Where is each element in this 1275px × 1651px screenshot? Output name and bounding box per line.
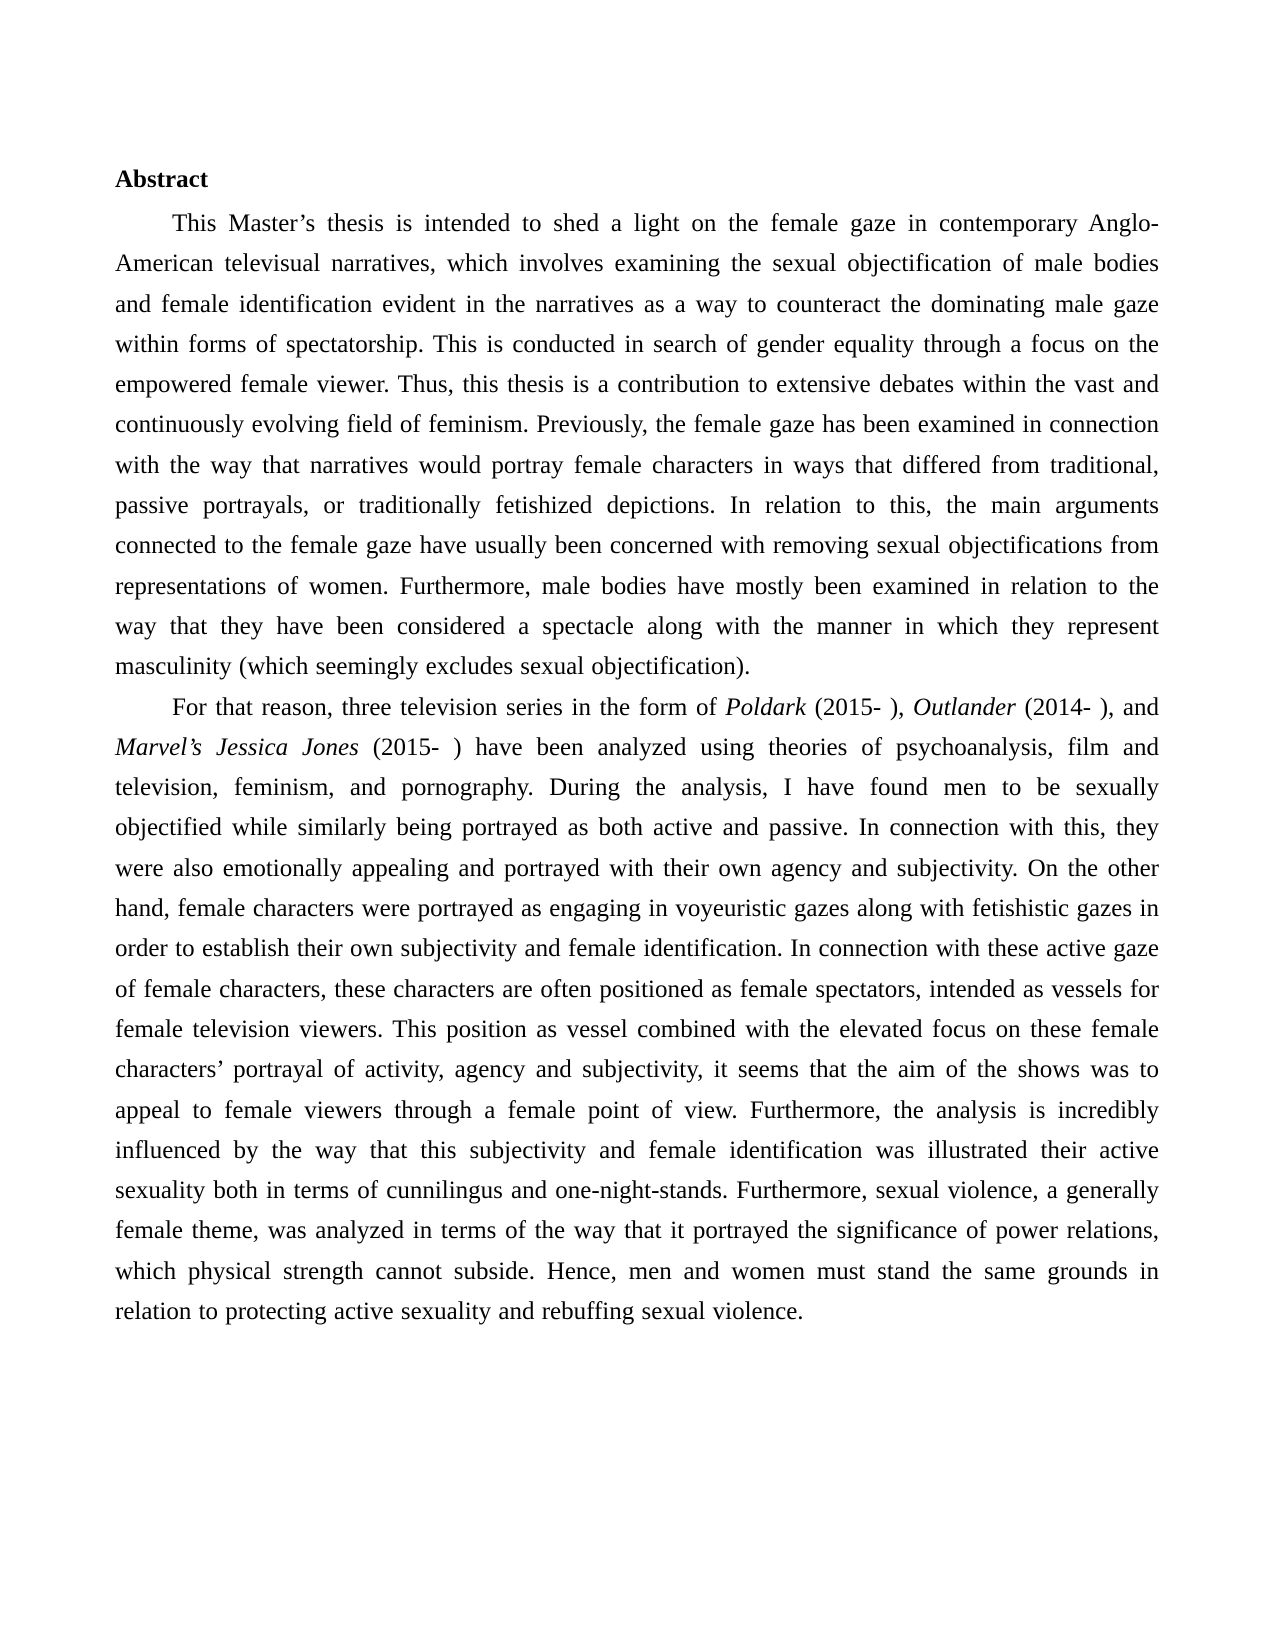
paragraph (115, 688, 1159, 1333)
abstract-section (115, 160, 1159, 1332)
paragraph-text: For that reason, three television series in the form of (172, 693, 726, 721)
paragraph (115, 204, 1159, 688)
paragraph-text: (2015- ) have been analyzed using theories of psychoanalysis, film and television, feminism, and pornography. During the analysis, I have found men to be sexually objectified while similarly being portrayed as both active and passive. In connection with this, they were also emotionally appealing and portrayed with their own agency and subjectivity. On the other hand, female characters were portrayed as engaging in voyeuristic gazes along with fetishistic gazes in order to establish their own subjectivity and female identification. In connection with these active gaze of female characters, these characters are often positioned as female spectators, intended as vessels for female television viewers. This position as vessel combined with the elevated focus on these female characters’ portrayal of activity, agency and subjectivity, it seems that the aim of the shows was to appeal to female viewers through a female point of view. Furthermore, the analysis is incredibly influenced by the way that this subjectivity and female identification was illustrated their active sexuality both in terms of cunnilingus and one-night-stands. Furthermore, sexual violence, a generally female theme, was analyzed in terms of the way that it portrayed the significance of power relations, which physical strength cannot subside. Hence, men and women must stand the same grounds in relation to protecting active sexuality and rebuffing sexual violence. (115, 733, 1159, 1326)
series-title: Outlander (913, 693, 1016, 721)
paragraph-text: (2014- ), and (1015, 693, 1160, 721)
series-title: Poldark (725, 693, 806, 721)
series-title: Marvel’s Jessica Jones (115, 733, 359, 761)
paragraph-text: This Master’s thesis is intended to shed a light on the female gaze in contemporary Anglo-American televisual narratives, which involves examining the sexual objectification of male bodies and female identification evident in the narratives as a way to counteract the dominating male gaze within forms of spectatorship. This is conducted in search of gender equality through a focus on the empowered female viewer. Thus, this thesis is a contribution to extensive debates within the vast and continuously evolving field of feminism. Previously, the female gaze has been examined in connection with the way that narratives would portray female characters in ways that differed from traditional, passive portrayals, or traditionally fetishized depictions. In relation to this, the main arguments connected to the female gaze have usually been concerned with removing sexual objectifications from representations of women. Furthermore, male bodies have mostly been examined in relation to the way that they have been considered a spectacle along with the manner in which they represent masculinity (which seemingly excludes sexual objectification). (115, 210, 1159, 681)
abstract-paragraphs (115, 204, 1159, 1332)
paragraph-text: (2015- ), (805, 693, 914, 721)
abstract-heading: Abstract (115, 166, 209, 193)
